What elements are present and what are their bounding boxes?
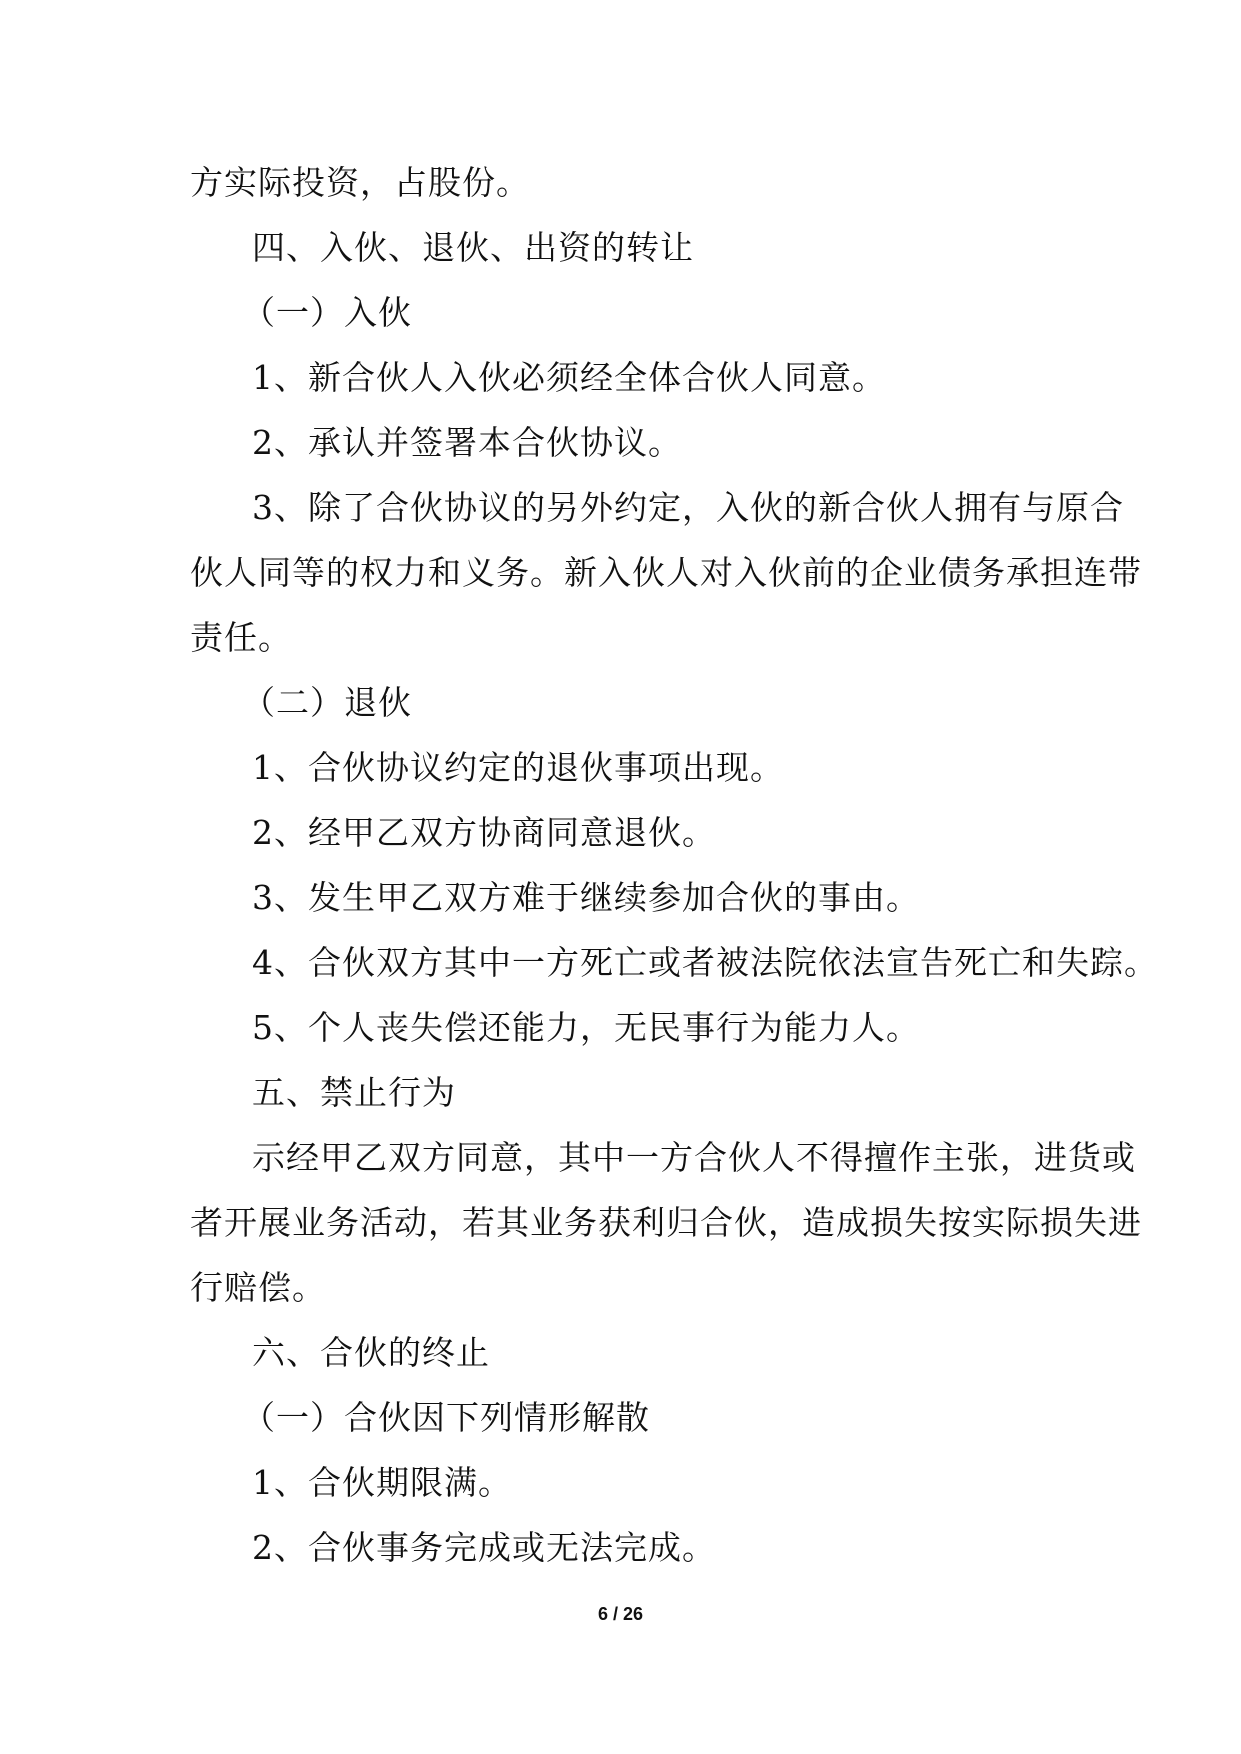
page-content	[190, 150, 1158, 1580]
text-line: 1、合伙协议约定的退伙事项出现。	[252, 748, 784, 787]
text-line: 方实际投资，占股份。	[190, 163, 530, 202]
text-line: 者开展业务活动，若其业务获利归合伙，造成损失按实际损失进	[190, 1203, 1142, 1242]
text-line: 4、合伙双方其中一方死亡或者被法院依法宣告死亡和失踪。	[252, 943, 1158, 982]
subsection-heading: （一）合伙因下列情形解散	[242, 1398, 650, 1437]
section-heading: 四、入伙、退伙、出资的转让	[252, 228, 694, 267]
text-line: 2、承认并签署本合伙协议。	[252, 423, 682, 462]
text-line: 5、个人丧失偿还能力，无民事行为能力人。	[252, 1008, 920, 1047]
page-number: 6 / 26	[597, 1604, 644, 1624]
section-heading: 五、禁止行为	[252, 1073, 456, 1112]
text-line: 行赔偿。	[190, 1268, 326, 1307]
subsection-heading: （一）入伙	[242, 293, 412, 332]
section-heading: 六、合伙的终止	[252, 1333, 490, 1372]
text-line: 1、新合伙人入伙必须经全体合伙人同意。	[252, 358, 886, 397]
subsection-heading: （二）退伙	[242, 683, 412, 722]
text-line: 1、合伙期限满。	[252, 1463, 512, 1502]
text-line: 2、合伙事务完成或无法完成。	[252, 1528, 716, 1567]
text-line: 3、发生甲乙双方难于继续参加合伙的事由。	[252, 878, 920, 917]
text-line: 伙人同等的权力和义务。新入伙人对入伙前的企业债务承担连带	[190, 553, 1142, 592]
text-line: 责任。	[190, 618, 292, 657]
text-line: 3、除了合伙协议的另外约定，入伙的新合伙人拥有与原合	[252, 488, 1124, 527]
text-line: 2、经甲乙双方协商同意退伙。	[252, 813, 716, 852]
text-line: 示经甲乙双方同意，其中一方合伙人不得擅作主张，进货或	[252, 1138, 1136, 1177]
